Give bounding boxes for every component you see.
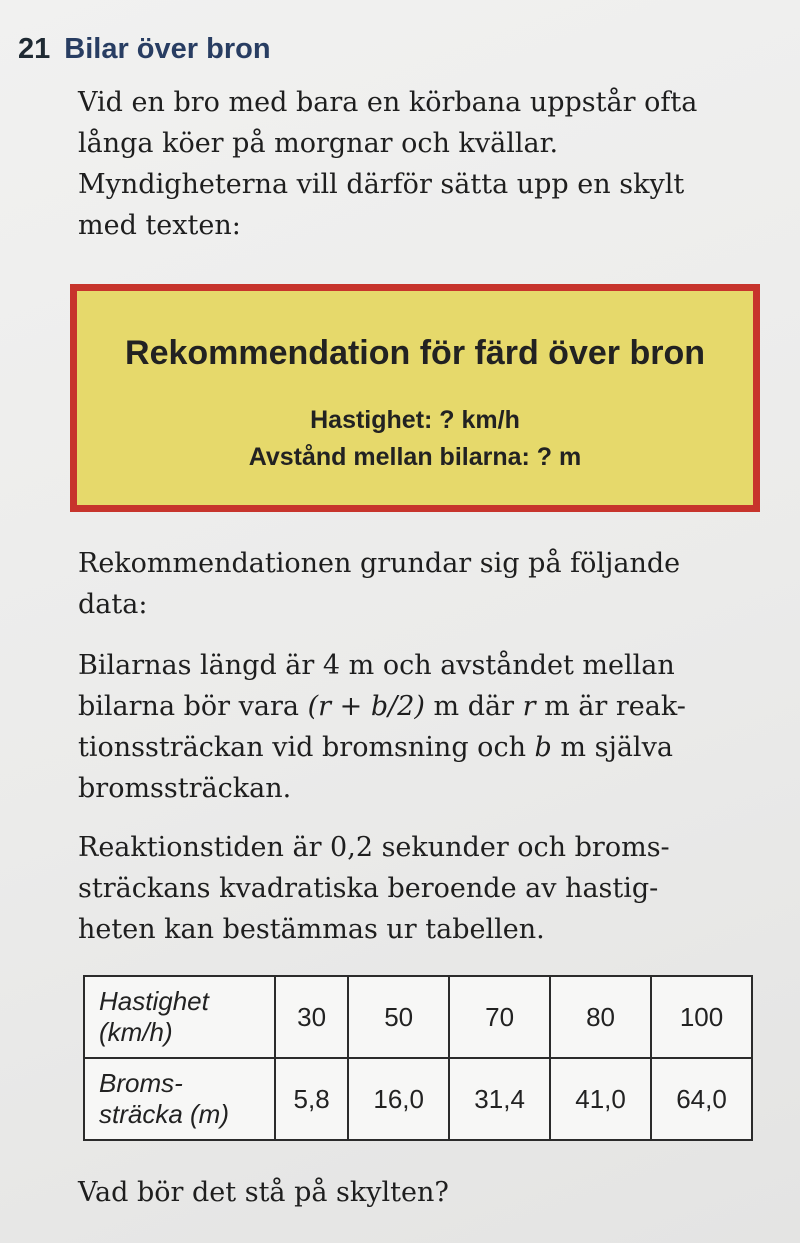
intro-paragraph [78, 82, 768, 246]
paragraph-line: Bilarnas längd är 4 m och avståndet mellan [78, 650, 675, 681]
table-row [84, 1058, 752, 1140]
row-header-speed [84, 976, 275, 1058]
paragraph-line: sträckans kvadratiska beroende av hastig- [78, 873, 659, 904]
table-cell: 31,4 [449, 1058, 550, 1140]
row-header-braking [84, 1058, 275, 1140]
text-fragment: m är reak- [535, 691, 686, 722]
distance-formula: (r + b/2) [307, 691, 425, 722]
intro-line: långa köer på morgnar och kvällar. [78, 128, 559, 159]
row-header-text: Broms- [99, 1068, 183, 1098]
table-cell: 100 [651, 976, 752, 1058]
recommendation-sign [70, 284, 760, 512]
row-header-text: (km/h) [99, 1017, 173, 1047]
sign-speed-line: Hastighet: ? km/h [310, 406, 520, 434]
intro-line: Myndigheterna vill därför sätta upp en skylt [78, 169, 685, 200]
variable-b: b [534, 732, 552, 763]
variable-r: r [522, 691, 536, 722]
question-paragraph [78, 1172, 768, 1213]
paragraph-line [78, 686, 768, 727]
table-cell: 5,8 [275, 1058, 348, 1140]
table-cell: 41,0 [550, 1058, 651, 1140]
problem-heading [18, 30, 271, 68]
paragraph-line: heten kan bestämmas ur tabellen. [78, 914, 545, 945]
intro-line: Vid en bro med bara en körbana uppstår ofta [78, 87, 698, 118]
text-fragment: m där [424, 691, 523, 722]
table-cell: 80 [550, 976, 651, 1058]
row-header-text: sträcka (m) [99, 1099, 229, 1129]
intro-line: med texten: [78, 210, 241, 241]
text-fragment: m själva [551, 732, 673, 763]
reaction-time-paragraph [78, 827, 768, 950]
paragraph-line: Rekommendationen grundar sig på följande [78, 548, 681, 579]
table-cell: 70 [449, 976, 550, 1058]
paragraph-line [78, 727, 768, 768]
row-header-text: Hastighet [99, 986, 209, 1016]
paragraph-line: Reaktionstiden är 0,2 sekunder och broms- [78, 832, 670, 863]
text-fragment: tionssträckan vid bromsning och [78, 732, 535, 763]
sign-distance-line: Avstånd mellan bilarna: ? m [248, 443, 582, 471]
braking-distance-table [83, 975, 753, 1141]
data-intro-paragraph [78, 543, 768, 625]
paragraph-line: bromssträckan. [78, 773, 292, 804]
table-row [84, 976, 752, 1058]
sign-title: Rekommendation för färd över bron [125, 334, 705, 372]
table-cell: 50 [348, 976, 449, 1058]
problem-number: 21 [18, 33, 51, 65]
question-text: Vad bör det stå på skylten? [78, 1177, 449, 1208]
car-length-paragraph [78, 645, 768, 809]
problem-title: Bilar över bron [64, 33, 271, 65]
table-cell: 64,0 [651, 1058, 752, 1140]
table-cell: 16,0 [348, 1058, 449, 1140]
paragraph-line: data: [78, 589, 148, 620]
text-fragment: bilarna bör vara [78, 691, 308, 722]
table-cell: 30 [275, 976, 348, 1058]
